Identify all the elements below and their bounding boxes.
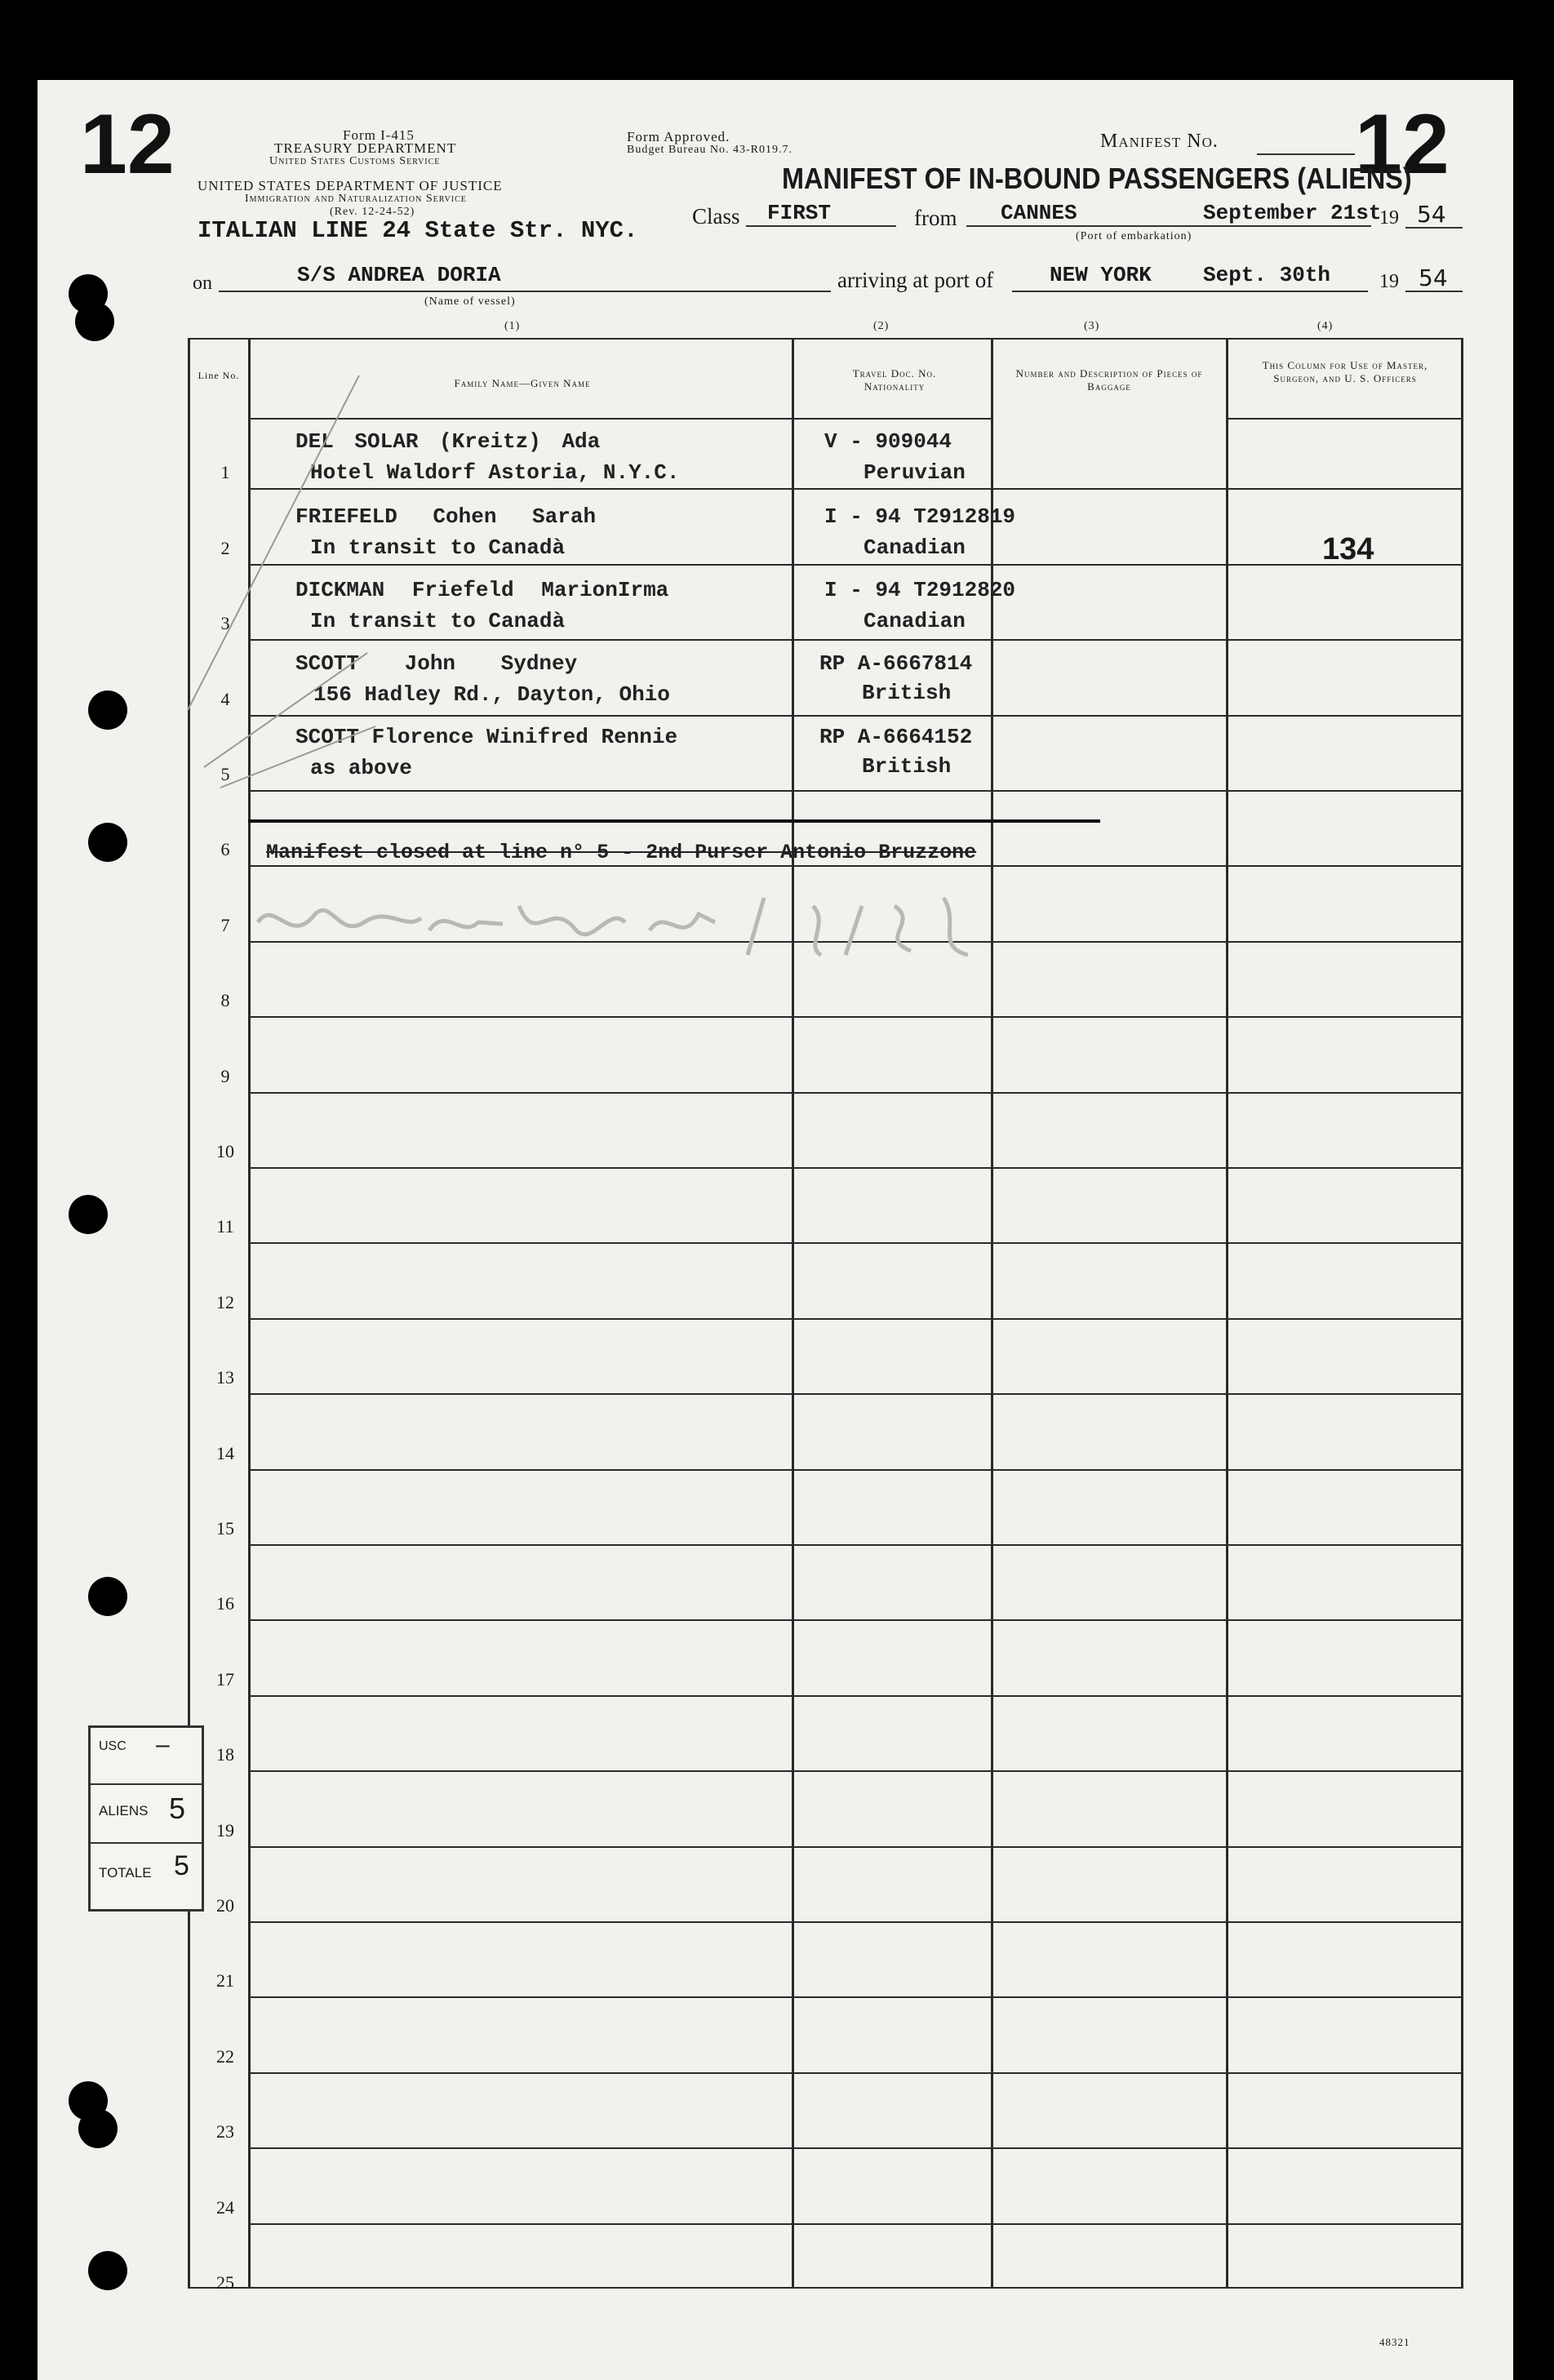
row-rule bbox=[248, 1469, 1463, 1471]
manifest-number-label: Manifest No. bbox=[1100, 131, 1219, 152]
row-rule bbox=[248, 790, 1463, 792]
row-rule bbox=[248, 1167, 1463, 1169]
travel-doc-number: I - 94 T2912820 bbox=[824, 578, 1016, 602]
line-number: 7 bbox=[220, 915, 230, 935]
row-rule bbox=[248, 1619, 1463, 1621]
page-number-left: 12 bbox=[80, 97, 175, 192]
sail-date: September 21st bbox=[1203, 201, 1382, 225]
row-rule bbox=[248, 2147, 1463, 2149]
line-number: 3 bbox=[220, 613, 230, 633]
row-rule bbox=[248, 1092, 1463, 1094]
row-rule bbox=[248, 1016, 1463, 1018]
line-number: 16 bbox=[216, 1593, 234, 1614]
line-number: 4 bbox=[220, 689, 230, 709]
header-baggage: Number and Description of Pieces of Baggage bbox=[1015, 367, 1203, 393]
budget-bureau: Budget Bureau No. 43-R019.7. bbox=[627, 144, 793, 156]
nationality: British bbox=[862, 754, 952, 779]
line-number: 24 bbox=[216, 2197, 234, 2218]
revision-date: (Rev. 12-24-52) bbox=[330, 206, 415, 218]
line-number: 25 bbox=[216, 2272, 234, 2293]
class-label: Class bbox=[692, 204, 740, 229]
pencil-strokes bbox=[171, 343, 416, 800]
travel-doc-number: RP A-6667814 bbox=[819, 651, 973, 676]
line-number: 22 bbox=[216, 2046, 234, 2067]
line-number: 19 bbox=[216, 1820, 234, 1841]
line-number: 14 bbox=[216, 1443, 234, 1463]
row-rule bbox=[248, 1242, 1463, 1244]
from-label: from bbox=[914, 206, 957, 230]
treasury-department: TREASURY DEPARTMENT bbox=[274, 140, 457, 156]
justice-department: UNITED STATES DEPARTMENT OF JUSTICE bbox=[198, 178, 503, 193]
row-rule bbox=[248, 1996, 1463, 1998]
arriving-label: arriving at port of bbox=[837, 268, 994, 292]
passenger-name: FRIEFELD Cohen Sarah bbox=[295, 504, 597, 529]
manifest-closed-note: Manifest closed at line n° 5 - 2nd Purser Antonio Bruzzone bbox=[266, 841, 977, 864]
row-rule bbox=[248, 865, 1463, 867]
row-rule bbox=[248, 488, 1463, 490]
column-number-2: (2) bbox=[873, 320, 890, 332]
punch-hole bbox=[88, 1577, 127, 1616]
row-rule bbox=[248, 1318, 1463, 1320]
header-line-no: Line No. bbox=[198, 370, 240, 381]
passenger-name: SCOTT Florence Winifred Rennie bbox=[295, 725, 678, 749]
vessel-caption: (Name of vessel) bbox=[424, 295, 516, 308]
travel-doc-number: I - 94 T2912819 bbox=[824, 504, 1016, 529]
travel-doc-number: V - 909044 bbox=[824, 429, 952, 454]
row-rule bbox=[248, 715, 1463, 717]
footer-code: 48321 bbox=[1379, 2336, 1410, 2348]
aliens-label: ALIENS bbox=[99, 1803, 149, 1818]
passenger-name: SCOTT John Sydney bbox=[295, 651, 578, 676]
row-rule bbox=[248, 1393, 1463, 1395]
immigration-service: Immigration and Naturalization Service bbox=[245, 193, 467, 205]
row-rule bbox=[248, 1846, 1463, 1848]
signature-text bbox=[242, 873, 249, 874]
totale-label: TOTALE bbox=[99, 1865, 152, 1880]
passenger-address: In transit to Canadà bbox=[310, 609, 566, 633]
arrival-port: NEW YORK bbox=[1050, 263, 1152, 287]
column-number-3: (3) bbox=[1084, 320, 1100, 332]
punch-hole bbox=[75, 302, 114, 341]
line-number: 15 bbox=[216, 1518, 234, 1539]
punch-hole bbox=[88, 823, 127, 862]
line-number: 18 bbox=[216, 1744, 234, 1765]
line-number: 10 bbox=[216, 1141, 234, 1161]
usc-value: – bbox=[156, 1731, 170, 1758]
line-number: 6 bbox=[220, 839, 230, 859]
usc-label: USC bbox=[99, 1739, 127, 1753]
passenger-address: 156 Hadley Rd., Dayton, Ohio bbox=[313, 682, 670, 707]
row-rule bbox=[248, 1544, 1463, 1546]
nationality: Canadian bbox=[864, 609, 966, 633]
punch-hole bbox=[88, 690, 127, 730]
class-value: FIRST bbox=[767, 201, 832, 225]
embark-port: CANNES bbox=[1001, 201, 1077, 225]
passenger-address: In transit to Canadà bbox=[310, 535, 566, 560]
line-number: 9 bbox=[220, 1066, 230, 1086]
row-rule bbox=[248, 564, 1463, 566]
nationality: Canadian bbox=[864, 535, 966, 560]
line-number: 12 bbox=[216, 1292, 234, 1312]
line-number: 23 bbox=[216, 2121, 234, 2142]
punch-hole bbox=[88, 2251, 127, 2290]
page-number-right: 12 bbox=[1355, 97, 1450, 192]
line-number: 5 bbox=[220, 764, 230, 784]
row-rule bbox=[248, 1770, 1463, 1772]
line-number: 20 bbox=[216, 1895, 234, 1916]
header-name: Family Name—Given Name bbox=[454, 377, 591, 389]
totale-value: 5 bbox=[174, 1850, 189, 1881]
travel-doc-number: RP A-6664152 bbox=[819, 725, 973, 749]
row-rule bbox=[248, 639, 1463, 641]
line-number: 17 bbox=[216, 1669, 234, 1690]
sail-year-prefix: 19 bbox=[1379, 207, 1399, 229]
aliens-value: 5 bbox=[169, 1792, 186, 1825]
manifest-number-underline bbox=[1257, 153, 1355, 155]
arrival-date: Sept. 30th bbox=[1203, 263, 1331, 287]
vessel-name: S/S ANDREA DORIA bbox=[297, 263, 501, 287]
row-rule bbox=[248, 1921, 1463, 1923]
closing-rule bbox=[248, 819, 1100, 823]
punch-hole bbox=[78, 2109, 118, 2148]
on-label: on bbox=[193, 273, 212, 294]
row-rule bbox=[248, 2072, 1463, 2074]
nationality: British bbox=[862, 681, 952, 705]
officer-count-note: 134 bbox=[1322, 532, 1374, 566]
sail-year: 54 bbox=[1417, 201, 1446, 228]
nationality: Peruvian bbox=[864, 460, 966, 485]
line-number: 1 bbox=[220, 462, 230, 482]
header-travel-doc: Travel Doc. No. Nationality bbox=[852, 367, 937, 393]
column-number-4: (4) bbox=[1317, 320, 1334, 332]
line-address: ITALIAN LINE 24 State Str. NYC. bbox=[198, 217, 638, 244]
row-rule bbox=[248, 1695, 1463, 1697]
row-rule bbox=[248, 2223, 1463, 2225]
form-approved: Form Approved. bbox=[627, 129, 730, 144]
passenger-address: Hotel Waldorf Astoria, N.Y.C. bbox=[310, 460, 680, 485]
arrival-year: 54 bbox=[1419, 264, 1448, 291]
column-number-1: (1) bbox=[504, 320, 521, 332]
line-number: 21 bbox=[216, 1970, 234, 1991]
port-embarkation-caption: (Port of embarkation) bbox=[1076, 230, 1192, 242]
officer-signature bbox=[242, 873, 1123, 971]
passenger-name: DICKMAN Friefeld MarionIrma bbox=[295, 578, 669, 602]
arrival-year-prefix: 19 bbox=[1379, 271, 1399, 292]
passenger-name: DEL SOLAR (Kreitz) Ada bbox=[295, 429, 601, 454]
customs-service: United States Customs Service bbox=[269, 155, 441, 167]
header-officers: This Column for Use of Master, Surgeon, and U. S. Officers bbox=[1262, 359, 1428, 384]
form-number: Form I-415 bbox=[343, 127, 415, 143]
passenger-address: as above bbox=[310, 756, 412, 780]
line-number: 8 bbox=[220, 990, 230, 1010]
punch-hole bbox=[69, 1195, 108, 1234]
line-number: 2 bbox=[220, 538, 230, 558]
manifest-title: MANIFEST OF IN-BOUND PASSENGERS (ALIENS) bbox=[782, 162, 1412, 195]
line-number: 13 bbox=[216, 1367, 234, 1388]
line-number: 11 bbox=[216, 1216, 234, 1237]
passenger-count-stamp bbox=[88, 1725, 204, 1912]
